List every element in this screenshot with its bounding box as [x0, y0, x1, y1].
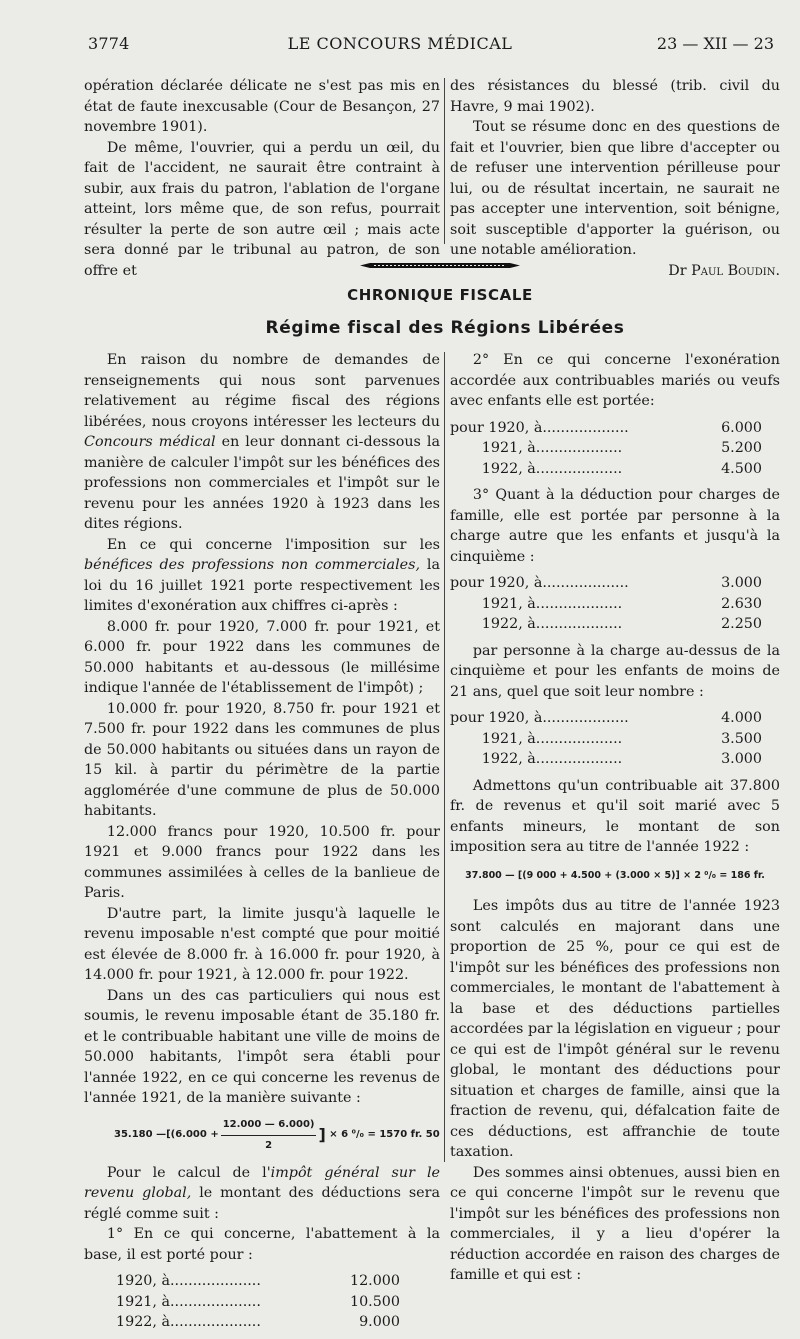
section-kicker: CHRONIQUE FISCALE	[347, 286, 533, 304]
page-header	[0, 30, 800, 56]
table-row: 1922, à................... 2.250	[450, 616, 762, 632]
paragraph: Dans un des cas particuliers qui nous est soumis, le revenu imposable étant de 35.180 fr. et le contribuable habitant une ville de moins de 50.000 habitants, l'impôt sera établi pour l'année 1922, en ce qui concerne les revenus de l'année 1921, de la manière suivante :	[84, 987, 440, 1106]
formula-result: × 6 ⁰/₀ = 1570 fr. 50	[329, 1129, 440, 1141]
top-left-column	[84, 76, 440, 281]
paragraph: 8.000 fr. pour 1920, 7.000 fr. pour 1921, et 6.000 fr. pour 1922 dans les communes de 50.000 habitants et au-dessous (le millésime indique l'année de l'établissement de l'impôt) ;	[84, 618, 440, 696]
table-row: 1921, à.................... 10.500	[116, 1293, 400, 1310]
paragraph: opération déclarée délicate ne s'est pas mis en état de faute inexcusable (Cour de Besançon, 27 novembre 1901).	[84, 78, 440, 135]
page-number: 3774	[88, 34, 130, 53]
table-row: pour 1920, à................... 3.000	[450, 575, 762, 591]
abatement-table	[116, 1271, 400, 1333]
paragraph: Les impôts dus au titre de l'année 1923 sont calculés en majorant dans une proportion de 25 %, pour ce qui est de l'impôt sur les bénéfices des professions non commerciales, le montant de l'abattement à la base et des déductions partielles accordées par la législation en vigueur ; pour ce qui est de l'impôt général sur le revenu global, le montant des déductions pour situation et charges de famille, ainsi que la fraction de revenu, qui, défalcation faite de ces déductions, est affranchie de toute taxation.	[450, 898, 780, 1160]
paragraph: En ce qui concerne l'imposition sur les bénéfices des professions non commerciales, la loi du 16 juillet 1921 porte respectivement les limites d'exonération aux chiffres ci-après :	[84, 536, 440, 614]
emphasis: Concours médical	[84, 434, 216, 450]
table-row: pour 1920, à................... 4.000	[450, 710, 762, 726]
ornament-divider	[360, 262, 520, 269]
table-row: 1921, à................... 3.500	[450, 730, 762, 747]
top-column-divider	[444, 78, 445, 244]
formula-income: 35.180	[114, 1129, 153, 1141]
paragraph: 3° Quant à la déduction pour charges de famille, elle est portée par personne à la charge autre que les enfants et jusqu'à la cinquième :	[450, 487, 780, 565]
family-deduction-table	[450, 573, 762, 635]
emphasis: bénéfices des professions non commerciales,	[84, 557, 420, 573]
table-row: 1922, à.................... 9.000	[116, 1314, 400, 1330]
table-row: 1921, à................... 5.200	[450, 440, 762, 456]
issue-date: 23 — XII — 23	[656, 34, 774, 53]
signature-name: Paul Boudin.	[691, 262, 780, 279]
paragraph: Des sommes ainsi obtenues, aussi bien en ce qui concerne l'impôt sur le revenu que l'impôt sur les bénéfices des professions non commerciales, il y a lieu d'opérer la réduction accordée en raison des charges de famille et qui est :	[450, 1164, 780, 1283]
table-row: 1922, à................... 3.000	[450, 751, 762, 767]
paragraph: En raison du nombre de demandes de renseignements qui nous sont parvenues relativement au régime fiscal des régions libérées, nous croyons intéresser les lecteurs du Concours médical en leur donnant ci-dessous la manière de calculer l'impôt sur les bénéfices des professions non commerciales et l'impôt sur le revenu pour les années 1920 à 1923 dans les dites régions.	[84, 352, 440, 532]
paragraph: D'autre part, la limite jusqu'à laquelle le revenu imposable n'est compté que pour moitié est élevée de 8.000 fr. à 16.000 fr. pour 1920, à 14.000 fr. pour 1921, à 12.000 fr. pour 1922.	[84, 905, 440, 983]
formula-numerator: 12.000 — 6.000)	[221, 1115, 317, 1137]
bottom-column-divider	[444, 352, 445, 1162]
paragraph: Pour le calcul de l'impôt général sur le revenu global, le montant des déductions sera réglé comme suit :	[84, 1164, 440, 1222]
children-deduction-table	[450, 708, 762, 770]
section-title: Régime fiscal des Régions Libérées	[265, 318, 625, 338]
paragraph: 12.000 francs pour 1920, 10.500 fr. pour 1921 et 9.000 francs pour 1922 dans les communes assimilées à celles de la banlieue de Paris.	[84, 823, 440, 901]
formula-denominator: 2	[265, 1140, 273, 1151]
paragraph: des résistances du blessé (trib. civil du Havre, 9 mai 1902).	[450, 78, 780, 115]
paragraph: Tout se résume donc en des questions de fait et l'ouvrier, bien que libre d'accepter ou de refuser une intervention périlleuse pour lui, ou de résultat incertain, ne saurait ne pas accepter une intervention, soit bénigne, soit susceptible d'apporter la guérison, ou une notable amélioration.	[450, 119, 780, 258]
tax-formula	[114, 1115, 440, 1157]
paragraph: par personne à la charge au-dessus de la cinquième et pour les enfants de moins de 21 ans, quel que soit leur nombre :	[450, 642, 780, 700]
paragraph: De même, l'ouvrier, qui a perdu un œil, du fait de l'accident, ne saurait être contraint à subir, aux frais du patron, l'ablation de l'organe atteint, lors même que, de son refus, pourrait résulter la perte de son autre œil ; mais acte sera donné par le tribunal au patron, de son offre et	[84, 139, 440, 279]
table-row: 1921, à................... 2.630	[450, 595, 762, 612]
top-right-column	[450, 76, 780, 281]
table-row: pour 1920, à................... 6.000	[450, 419, 762, 436]
bottom-left-column	[84, 350, 440, 1339]
paragraph: Admettons qu'un contribuable ait 37.800 fr. de revenus et qu'il soit marié avec 5 enfants mineurs, le montant de son imposition sera au titre de l'année 1922 :	[450, 777, 780, 855]
tax-formula-2: 37.800 — [(9 000 + 4.500 + (3.000 × 5)] × 2 ⁰/₀ = 186 fr.	[465, 869, 765, 881]
formula-bracket: ]	[318, 1125, 326, 1145]
formula-deduction: —[(6.000 +	[156, 1129, 219, 1141]
journal-title: LE CONCOURS MÉDICAL	[287, 34, 513, 53]
table-row: 1922, à................... 4.500	[450, 460, 762, 477]
paragraph: 10.000 fr. pour 1920, 8.750 fr. pour 1921 et 7.500 fr. pour 1922 dans les communes de plus de 50.000 habitants ou situées dans un rayon de 15 kil. à partir du périmètre de la partie agglomérée d'une commune de plus de 50.000 habitants.	[84, 700, 440, 819]
formula-fraction	[221, 1115, 317, 1157]
signature-title: Dr	[668, 262, 687, 279]
paragraph: 1° En ce qui concerne, l'abattement à la base, il est porté pour :	[84, 1226, 440, 1263]
exoneration-table	[450, 418, 762, 480]
paragraph: 2° En ce qui concerne l'exonération accordée aux contribuables mariés ou veufs avec enfants elle est portée:	[450, 352, 780, 409]
table-row: 1920, à.................... 12.000	[116, 1273, 400, 1289]
emphasis: impôt général sur le revenu global,	[84, 1164, 440, 1201]
bottom-right-column	[450, 350, 780, 1286]
